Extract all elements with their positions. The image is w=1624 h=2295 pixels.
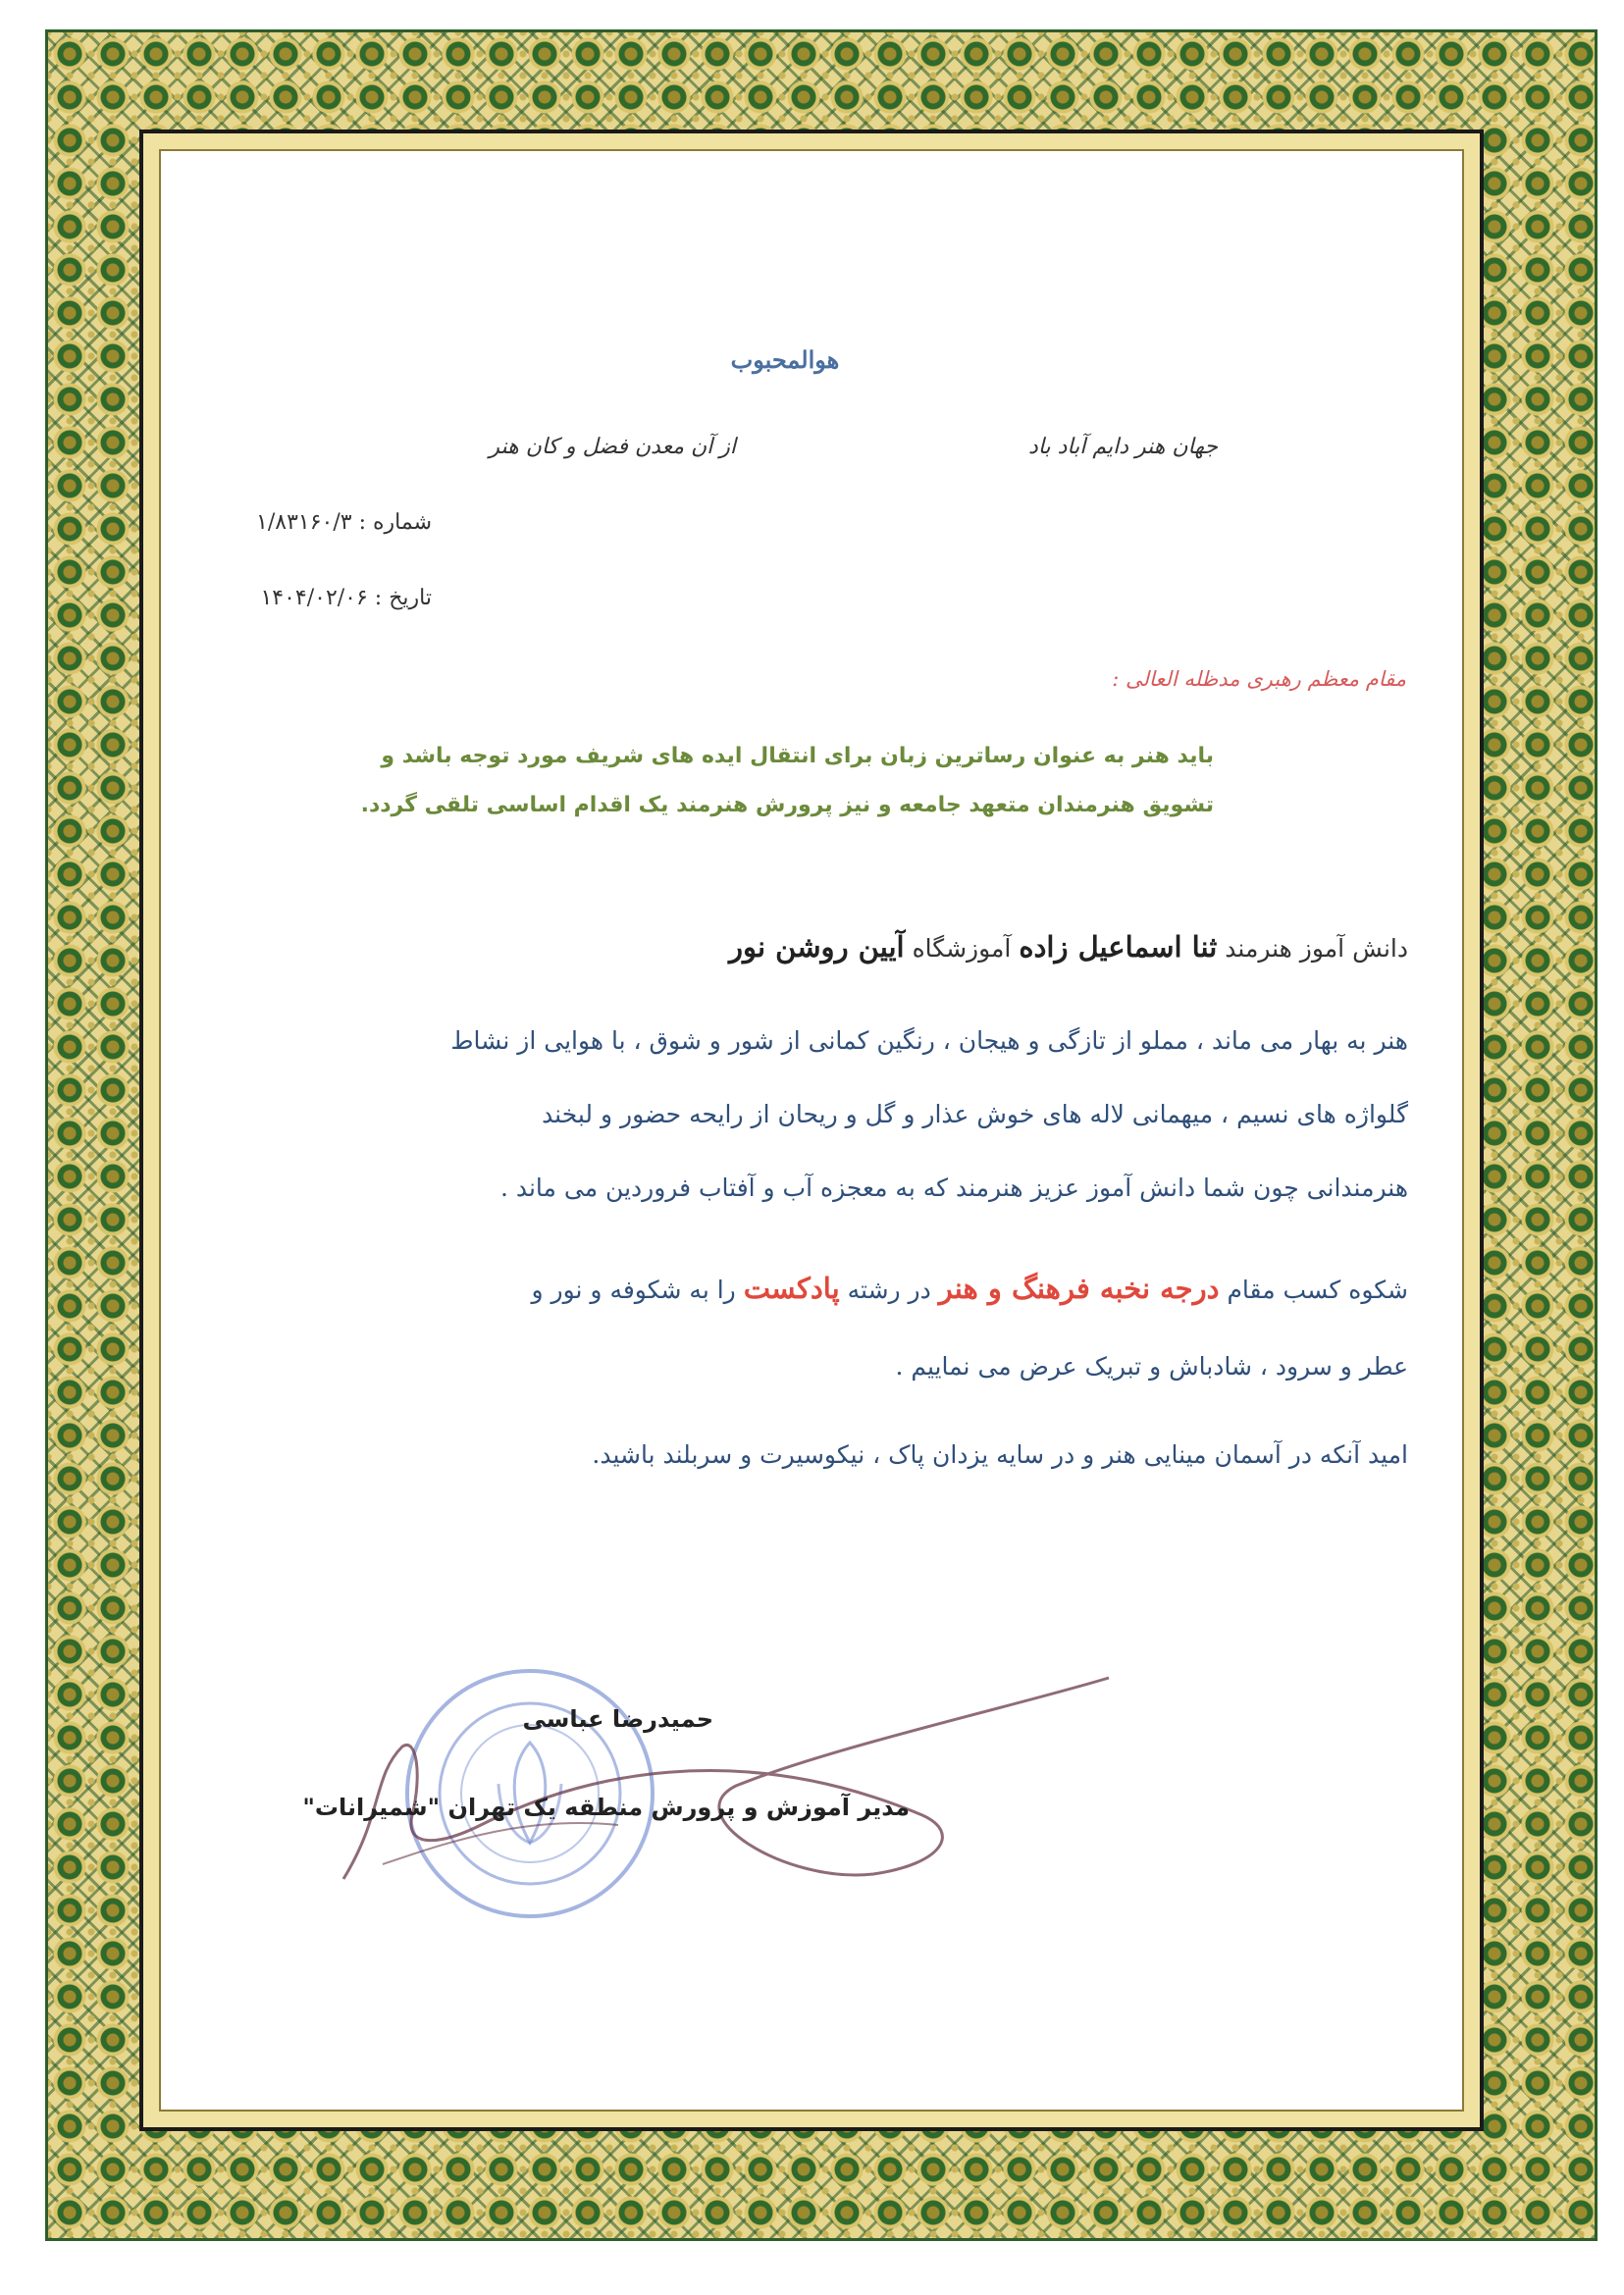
closing-line: امید آنکه در آسمان مینایی هنر و در سایه یزدان پاک ، نیکوسیرت و سربلند باشید. xyxy=(592,1440,1408,1469)
student-line xyxy=(729,930,1408,964)
verse-left: از آن معدن فضل و کان هنر xyxy=(489,435,736,459)
signer-title: مدیر آموزش و پرورش منطقه یک تهران "شمیرانات" xyxy=(302,1794,910,1821)
school-label: آموزشگاه xyxy=(912,934,1012,963)
paragraph2-line1 xyxy=(532,1272,1408,1305)
paragraph2-part2: در رشته xyxy=(847,1276,931,1304)
invocation-heading: هوالمحبوب xyxy=(730,345,840,374)
verse-right: جهان هنر دایم آباد باد xyxy=(1028,435,1218,459)
school-name: آیین روشن نور xyxy=(729,930,905,964)
handwritten-signature-icon xyxy=(324,1668,1128,1904)
paragraph2-part1: شکوه کسب مقام xyxy=(1227,1276,1408,1304)
paragraph2-line2: عطر و سرود ، شادباش و تبریک عرض می نماییم . xyxy=(895,1352,1408,1381)
paragraph2-part3: را به شکوفه و نور و xyxy=(531,1276,736,1304)
student-prefix: دانش آموز هنرمند xyxy=(1225,934,1408,963)
quote-line-1: باید هنر به عنوان رساترین زبان برای انتقال ایده های شریف مورد توجه باشد و xyxy=(381,744,1214,768)
letter-number: شماره : ۱/۸۳۱۶۰/۳ xyxy=(256,510,432,535)
quote-line-2: تشویق هنرمندان متعهد جامعه و نیز پرورش هنرمند یک اقدام اساسی تلقی گردد. xyxy=(360,793,1214,817)
achievement-title: درجه نخبه فرهنگ و هنر xyxy=(938,1272,1220,1305)
student-name: ثنا اسماعیل زاده xyxy=(1019,930,1218,964)
paragraph1-line1: هنر به بهار می ماند ، مملو از تازگی و هیجان ، رنگین کمانی از شور و شوق ، با هوایی از نشاط xyxy=(450,1026,1408,1055)
signer-name: حمیدرضا عباسی xyxy=(522,1705,713,1733)
letter-date: تاریخ : ۱۴۰۴/۰۲/۰۶ xyxy=(260,586,432,610)
paragraph1-line2: گلواژه های نسیم ، میهمانی لاله های خوش عذار و گل و ریحان از رایحه حضور و لبخند xyxy=(542,1100,1408,1128)
field-name: پادکست xyxy=(743,1272,840,1305)
paragraph1-line3: هنرمندانی چون شما دانش آموز عزیز هنرمند که به معجزه آب و آفتاب فروردین می ماند . xyxy=(499,1174,1408,1202)
quote-attribution: مقام معظم رهبری مدظله العالی : xyxy=(1112,667,1406,691)
